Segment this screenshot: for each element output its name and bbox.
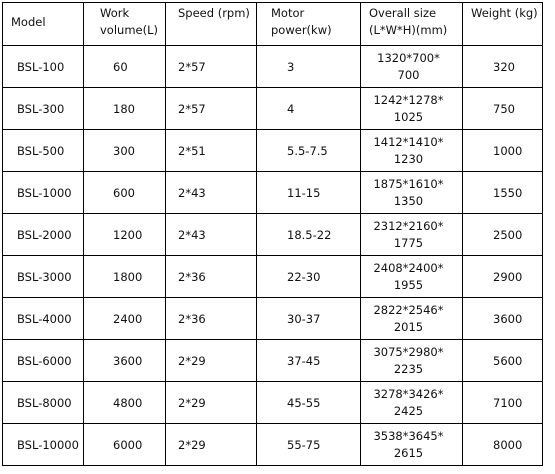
- cell-speed: 2*57: [166, 88, 257, 130]
- cell-weight: 2900: [463, 256, 543, 298]
- spec-table: [2, 2, 543, 466]
- table-row: [3, 256, 543, 298]
- table-row: [3, 130, 543, 172]
- cell-size: [361, 172, 463, 214]
- table-row: [3, 298, 543, 340]
- cell-size-line1: 2312*2160*: [373, 218, 444, 233]
- cell-model: BSL-10000: [3, 424, 84, 466]
- cell-size-line1: 3075*2980*: [373, 344, 444, 359]
- cell-volume: 1200: [84, 214, 166, 256]
- cell-size: [361, 340, 463, 382]
- header-model: Model: [3, 3, 84, 46]
- cell-speed: 2*57: [166, 46, 257, 88]
- cell-size-line2: 1775: [393, 235, 424, 250]
- cell-size: [361, 88, 463, 130]
- cell-weight: 1000: [463, 130, 543, 172]
- cell-power: 22-30: [257, 256, 361, 298]
- cell-volume: 6000: [84, 424, 166, 466]
- cell-weight: 5600: [463, 340, 543, 382]
- cell-model: BSL-6000: [3, 340, 84, 382]
- cell-weight: 2500: [463, 214, 543, 256]
- cell-speed: 2*36: [166, 298, 257, 340]
- cell-weight: 7100: [463, 382, 543, 424]
- cell-size-line1: 1412*1410*: [373, 134, 444, 149]
- cell-speed: 2*29: [166, 382, 257, 424]
- cell-model: BSL-8000: [3, 382, 84, 424]
- cell-speed: 2*43: [166, 214, 257, 256]
- cell-power: 3: [257, 46, 361, 88]
- cell-power: 30-37: [257, 298, 361, 340]
- cell-model: BSL-100: [3, 46, 84, 88]
- header-speed: Speed (rpm): [166, 3, 257, 46]
- cell-power: 45-55: [257, 382, 361, 424]
- cell-model: BSL-300: [3, 88, 84, 130]
- table-row: [3, 340, 543, 382]
- cell-speed: 2*51: [166, 130, 257, 172]
- cell-model: BSL-2000: [3, 214, 84, 256]
- cell-size-line2: 2015: [393, 319, 424, 334]
- cell-size-line2: 1230: [393, 151, 424, 166]
- cell-power: 4: [257, 88, 361, 130]
- cell-size-line2: 1955: [393, 277, 424, 292]
- header-volume: Work volume(L): [84, 3, 166, 46]
- cell-volume: 180: [84, 88, 166, 130]
- table-row: [3, 46, 543, 88]
- cell-size-line1: 1320*700*: [377, 50, 440, 65]
- cell-size: [361, 214, 463, 256]
- cell-size-line1: 1242*1278*: [373, 92, 444, 107]
- cell-volume: 4800: [84, 382, 166, 424]
- cell-speed: 2*29: [166, 424, 257, 466]
- cell-size-line2: 700: [397, 67, 420, 82]
- cell-power: 18.5-22: [257, 214, 361, 256]
- cell-size-line1: 3278*3426*: [373, 386, 444, 401]
- cell-volume: 300: [84, 130, 166, 172]
- cell-power: 5.5-7.5: [257, 130, 361, 172]
- cell-speed: 2*29: [166, 340, 257, 382]
- cell-size: [361, 382, 463, 424]
- cell-power: 11-15: [257, 172, 361, 214]
- cell-power: 37-45: [257, 340, 361, 382]
- cell-size: [361, 130, 463, 172]
- header-row: [3, 3, 543, 46]
- table-row: [3, 88, 543, 130]
- cell-volume: 1800: [84, 256, 166, 298]
- cell-size: [361, 256, 463, 298]
- cell-weight: 3600: [463, 298, 543, 340]
- table-row: [3, 382, 543, 424]
- table-row: [3, 172, 543, 214]
- table-row: [3, 424, 543, 466]
- cell-volume: 600: [84, 172, 166, 214]
- cell-size-line2: 2425: [393, 403, 424, 418]
- cell-size-line2: 1025: [393, 109, 424, 124]
- cell-size-line1: 2408*2400*: [373, 260, 444, 275]
- cell-power: 55-75: [257, 424, 361, 466]
- cell-model: BSL-3000: [3, 256, 84, 298]
- cell-weight: 320: [463, 46, 543, 88]
- cell-size: [361, 424, 463, 466]
- cell-weight: 1550: [463, 172, 543, 214]
- cell-size: [361, 46, 463, 88]
- cell-speed: 2*43: [166, 172, 257, 214]
- cell-size-line2: 2615: [393, 445, 424, 460]
- cell-volume: 60: [84, 46, 166, 88]
- cell-volume: 2400: [84, 298, 166, 340]
- cell-size-line1: 1875*1610*: [373, 176, 444, 191]
- cell-size-line2: 1350: [393, 193, 424, 208]
- cell-model: BSL-1000: [3, 172, 84, 214]
- header-weight: Weight (kg): [463, 3, 543, 46]
- header-size: Overall size (L*W*H)(mm): [361, 3, 463, 46]
- cell-volume: 3600: [84, 340, 166, 382]
- table-row: [3, 214, 543, 256]
- cell-weight: 8000: [463, 424, 543, 466]
- cell-speed: 2*36: [166, 256, 257, 298]
- cell-model: BSL-500: [3, 130, 84, 172]
- cell-model: BSL-4000: [3, 298, 84, 340]
- cell-size-line2: 2235: [393, 361, 424, 376]
- header-power: Motor power(kw): [257, 3, 361, 46]
- cell-size-line1: 3538*3645*: [373, 428, 444, 443]
- cell-weight: 750: [463, 88, 543, 130]
- cell-size: [361, 298, 463, 340]
- cell-size-line1: 2822*2546*: [373, 302, 444, 317]
